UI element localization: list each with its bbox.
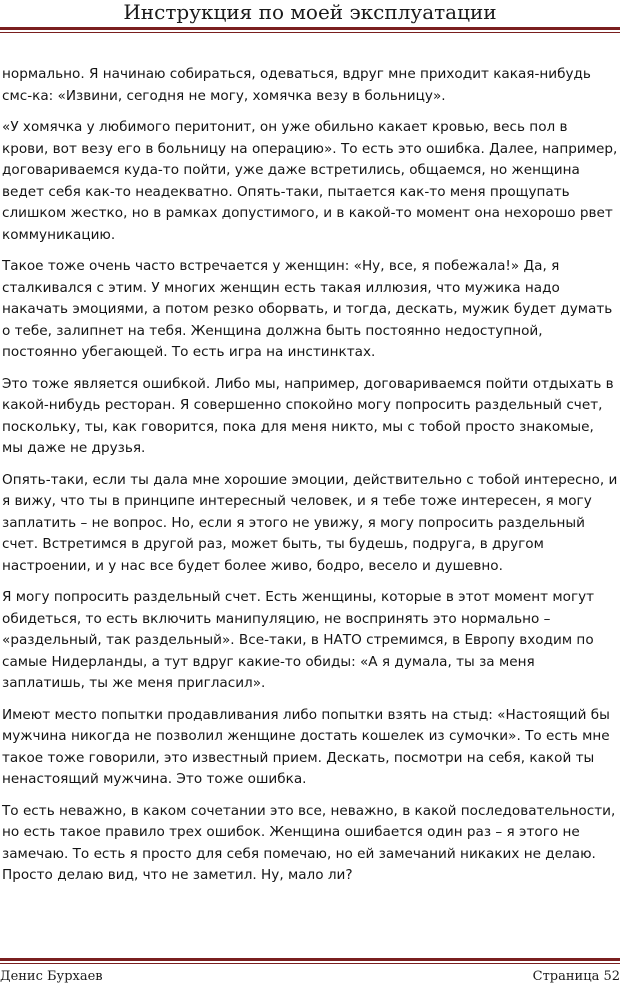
paragraph-2: «У хомячка у любимого перитонит, он уже обильно какает кровью, весь пол в крови, вот везу его в больницу на операцию». То есть это ошибка. Далее, например, договариваемся куда-то пойти, уже даже встретились, общаемся, но женщина ведет себя как-то неадекватно. Опять-таки, пытается как-то меня прощупать слишком жестко, но в рамках допустимого, и в какой-то момент она нехорошо рвет коммуникацию.: [2, 119, 618, 243]
paragraph-3: Такое тоже очень часто встречается у женщин: «Ну, все, я побежала!» Да, я сталкивался с этим. У многих женщин есть такая иллюзия, что мужика надо накачать эмоциями, а потом резко оборвать, и тогда, дескать, мужик будет думать о тебе, залипнет на тебя. Женщина должна быть постоянно недоступной, постоянно убегающей. То есть игра на инстинктах.: [2, 258, 613, 360]
footer-rule-thick: [0, 958, 620, 961]
header-rule-thick: [0, 27, 620, 30]
paragraph-6: Я могу попросить раздельный счет. Есть женщины, которые в этот момент могут обидеться, то есть включить манипуляцию, не воспринять это нормально – «раздельный, так раздельный». Все-таки, в НАТО стремимся, в Европу входим по самые Нидерланды, а тут вдруг какие-то обиды: «А я думала, ты за меня заплатишь, ты же меня пригласил».: [2, 589, 595, 691]
paragraph-8: То есть неважно, в каком сочетании это все, неважно, в какой последовательности, но есть такое правило трех ошибок. Женщина ошибается один раз – я этого не замечаю. То есть я просто для себя помечаю, но ей замечаний никаких не делаю. Просто делаю вид, что не заметил. Ну, мало ли?: [2, 802, 616, 883]
footer-rule-thin: [0, 963, 620, 964]
footer-page-number: Страница 52: [532, 969, 620, 984]
paragraph-4: Это тоже является ошибкой. Либо мы, например, договариваемся пойти отдыхать в какой-нибудь ресторан. Я совершенно спокойно могу попросить раздельный счет, поскольку, ты, как говорится, пока для меня никто, мы с тобой просто знакомые, мы даже не друзья.: [2, 375, 614, 456]
page-header-title: Инструкция по моей эксплуатации: [123, 0, 497, 24]
header-rule-thin: [0, 32, 620, 33]
page-body: [2, 64, 618, 897]
paragraph-5: Опять-таки, если ты дала мне хорошие эмоции, действительно с тобой интересно, и я вижу, что ты в принципе интересный человек, и я тебе тоже интересен, я могу заплатить – не вопрос. Но, если я этого не увижу, я могу попросить раздельный счет. Встретимся в другой раз, может быть, ты будешь, подруга, в другом настроении, и у нас все будет более живо, бодро, весело и душевно.: [2, 471, 618, 574]
footer-author: Денис Бурхаев: [0, 969, 103, 984]
paragraph-1: нормально. Я начинаю собираться, одеваться, вдруг мне приходит какая-нибудь смс-ка: «Извини, сегодня не могу, хомячка везу в больницу».: [2, 66, 591, 104]
paragraph-7: Имеют место попытки продавливания либо попытки взять на стыд: «Настоящий бы мужчина никогда не позволил женщине достать кошелек из сумочки». То есть мне такое тоже говорили, это известный прием. Дескать, посмотри на себя, какой ты ненастоящий мужчина. Это тоже ошибка.: [2, 706, 610, 787]
